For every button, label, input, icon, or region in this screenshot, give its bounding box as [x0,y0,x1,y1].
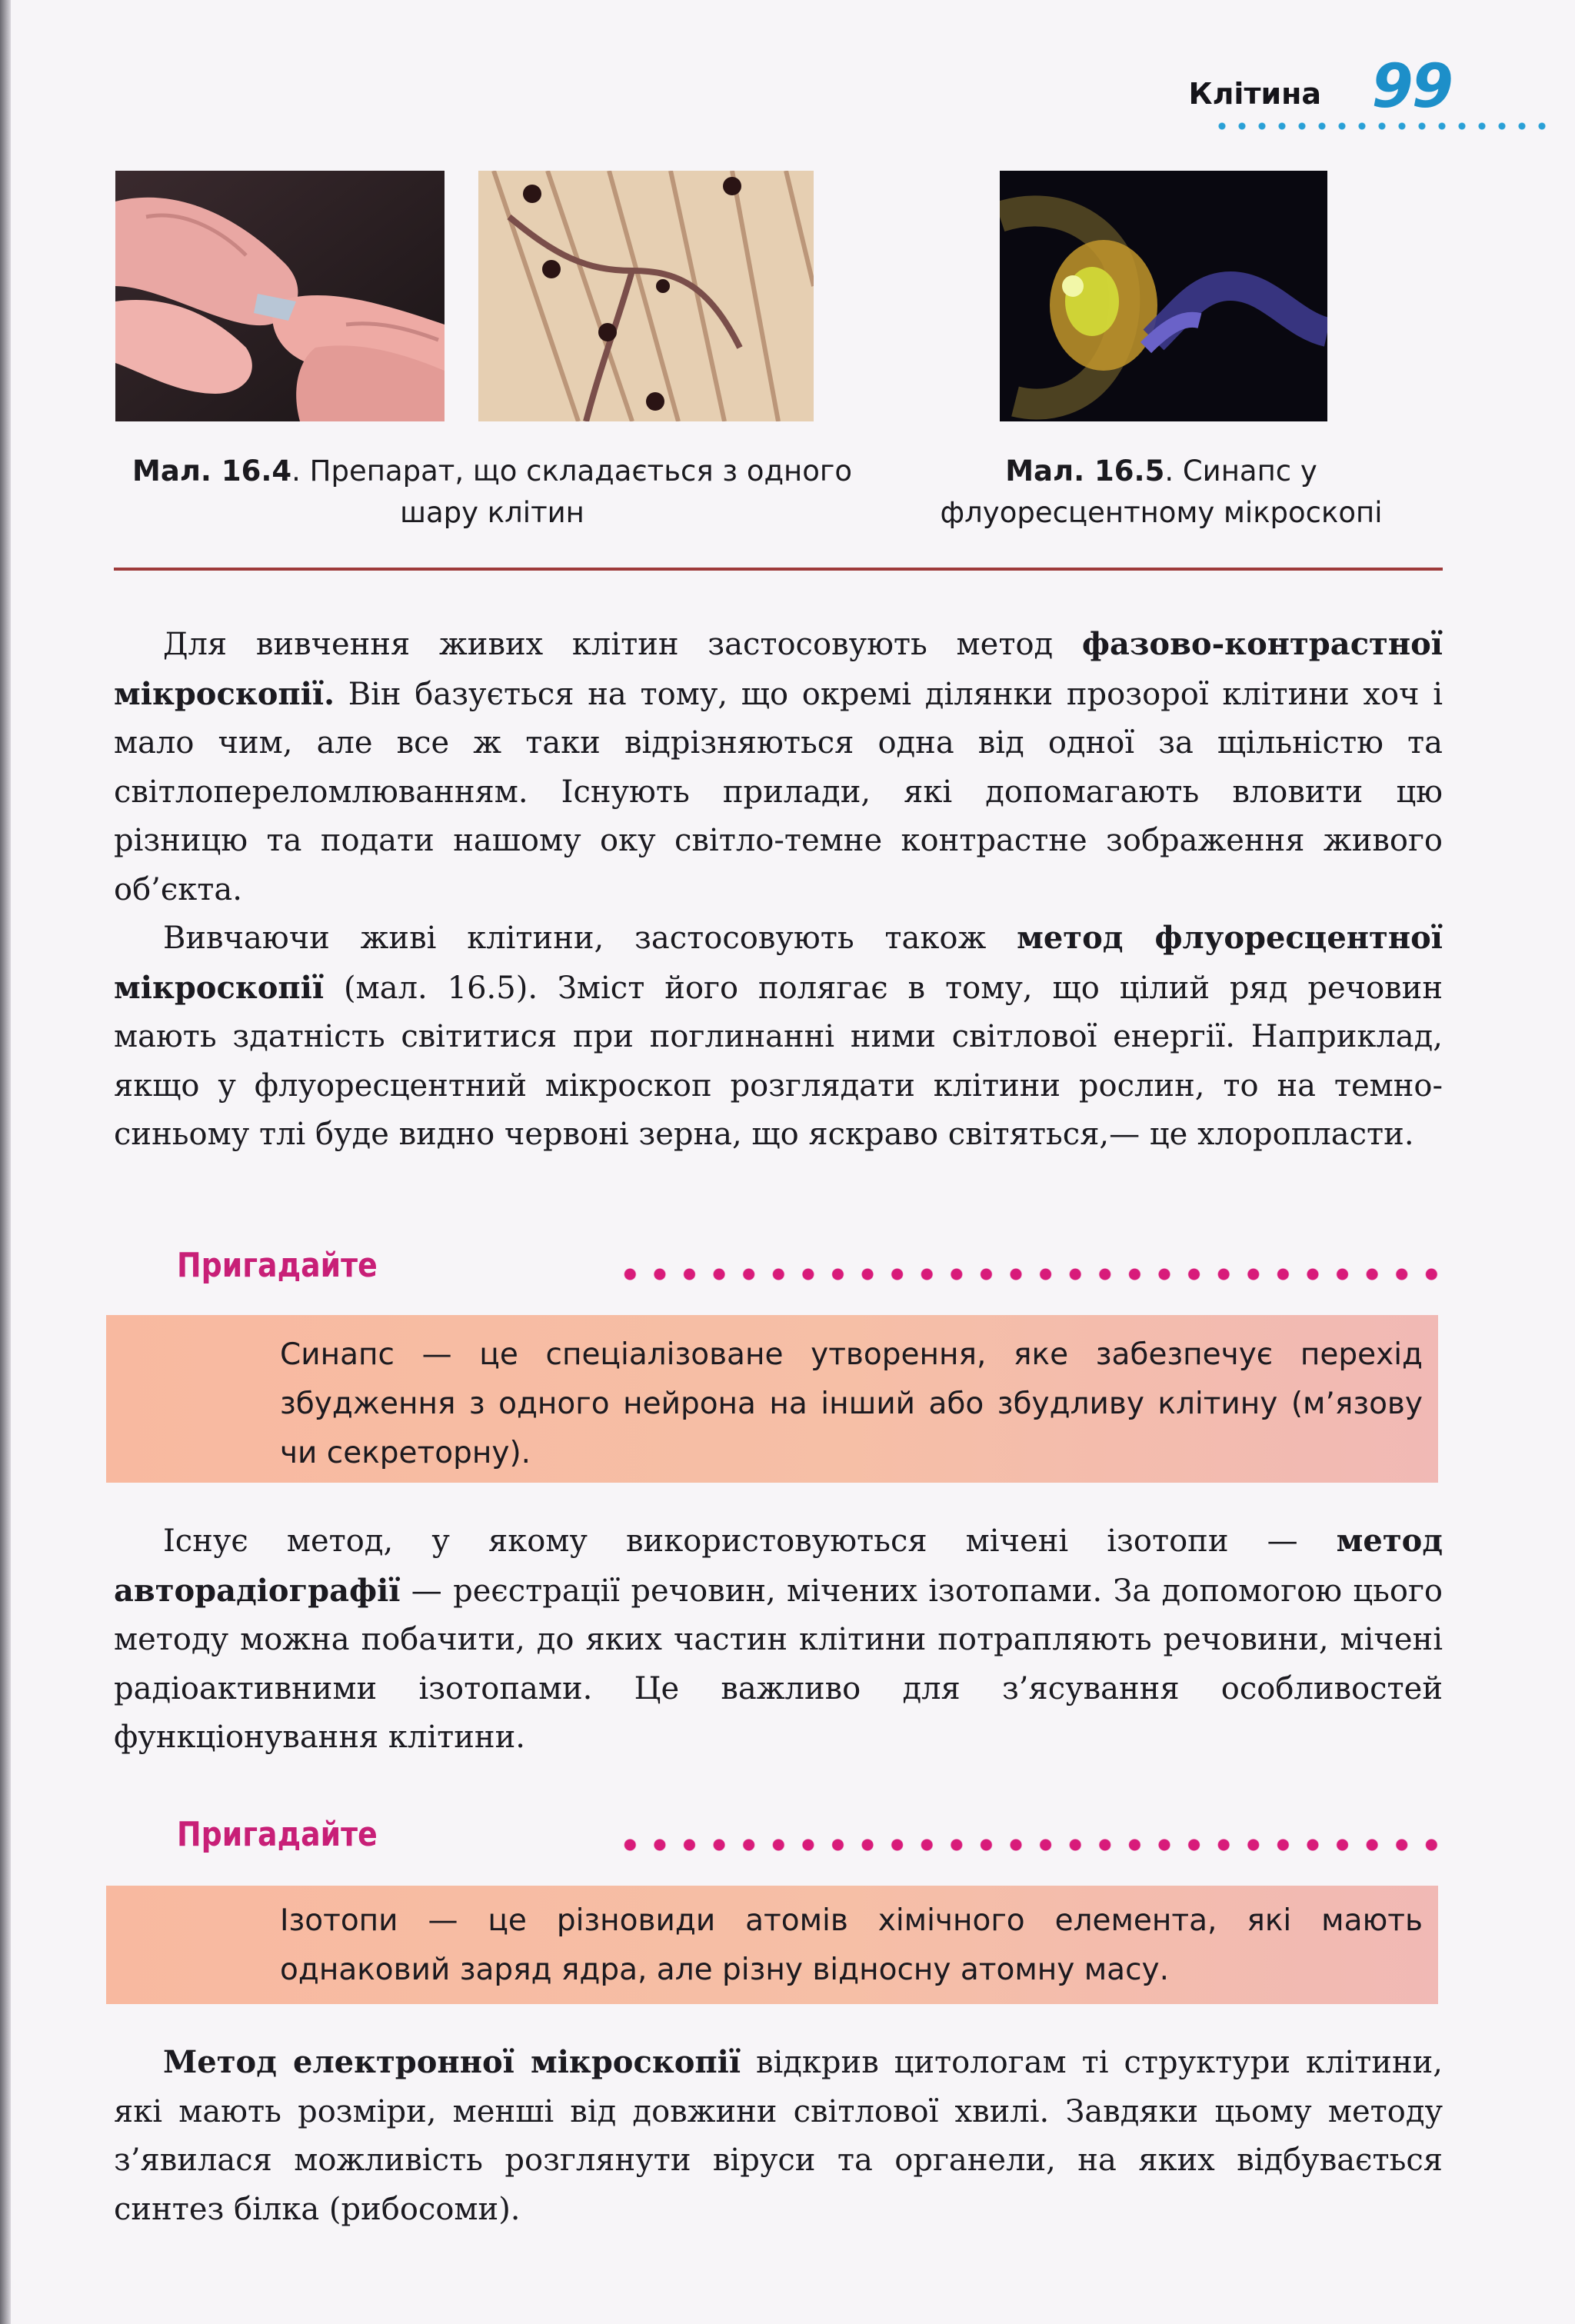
figure-16-4-photo-hands [115,171,445,421]
figure-16-5-photo-synapse [1000,171,1327,421]
paragraph-electron-microscopy: Метод електронної мікроскопії відкрив цитологам ті структури клітини, які мають розміри, менші від довжини світлової хвилі. Завдяки цьому методу з’явилася можливість розглянути віруси та органели, на яких відбувається синтез білка (рибосоми). [114,2044,1443,2227]
remember-text-synapse: Синапс — це спеціалізоване утворення, яке забезпечує перехід збудження з одного нейрона на інший або збудливу клітину (м’язову чи секреторну). [280,1337,1423,1470]
page-binding-shadow [0,0,11,2324]
term-electron-microscopy: Метод електронної мікроскопії [163,2044,741,2080]
paragraph-autoradiography: Існує метод, у якому використовуються мічені ізотопи — метод авторадіографії — реєстрації речовин, мічених ізотопами. За допомогою цього методу можна побачити, до яких частин клітини потрапляють речовини, мічені радіоактивними ізотопами. Це важливо для з’ясування особливостей функціонування клітини. [114,1523,1443,1755]
section-divider [114,568,1443,571]
header-dot-line [1212,122,1558,131]
term-autoradiography: метод авторадіографії [114,1523,1443,1609]
figure-16-4-photo-micrograph [478,171,814,421]
remember-box-synapse [106,1315,1438,1483]
remember-box-isotopes [106,1886,1438,2004]
figure-16-4-caption [123,451,861,534]
term-fluorescence: метод флуоресцентної мікроскопії [114,920,1443,1006]
figure-16-5-caption-text: . Синапс у флуоресцентному мікроскопі [940,454,1383,529]
figure-16-5-caption [884,451,1438,534]
remember-dot-line [615,1838,1446,1852]
remember-dot-line [615,1267,1446,1281]
figure-16-4-caption-text: . Препарат, що складається з одного шару клітин [291,454,852,529]
remember-title-synapse: Пригадайте [177,1246,378,1285]
paragraph-phase-contrast: Для вивчення живих клітин застосовують метод фазово-контрастної мікроскопії. Він базується на тому, що окремі ділянки прозорої клітини хоч і мало чим, але все ж таки відрізняються одна від одної за щільністю та світлопереломлюванням. Існують прилади, які допомагають вловити цю різницю та подати нашому оку світло-темне контрастне зображення живого об’єкта. [114,626,1443,907]
remember-title-isotopes: Пригадайте [177,1815,378,1854]
running-title: Клітина [1188,77,1321,111]
page-number: 99 [1371,52,1452,122]
term-phase-contrast: фазово-контрастної мікроскопії. [114,626,1443,712]
paragraph-fluorescence: Вивчаючи живі клітини, застосовують також метод флуоресцентної мікроскопії (мал. 16.5). Зміст його полягає в тому, що цілий ряд речовин мають здатність світитися при поглинанні ними світлової енергії. Наприклад, якщо у флуоресцентний мікроскоп розглядати клітини рослин, то на темно-синьому тлі буде видно червоні зерна, що яскраво світяться,— це хлоропласти. [114,920,1443,1152]
figure-16-4-label: Мал. 16.4 [132,454,292,488]
remember-text-isotopes: Ізотопи — це різновиди атомів хімічного елемента, які мають однаковий заряд ядра, але різну відносну атомну масу. [280,1903,1423,1987]
figure-16-5-label: Мал. 16.5 [1005,454,1165,488]
